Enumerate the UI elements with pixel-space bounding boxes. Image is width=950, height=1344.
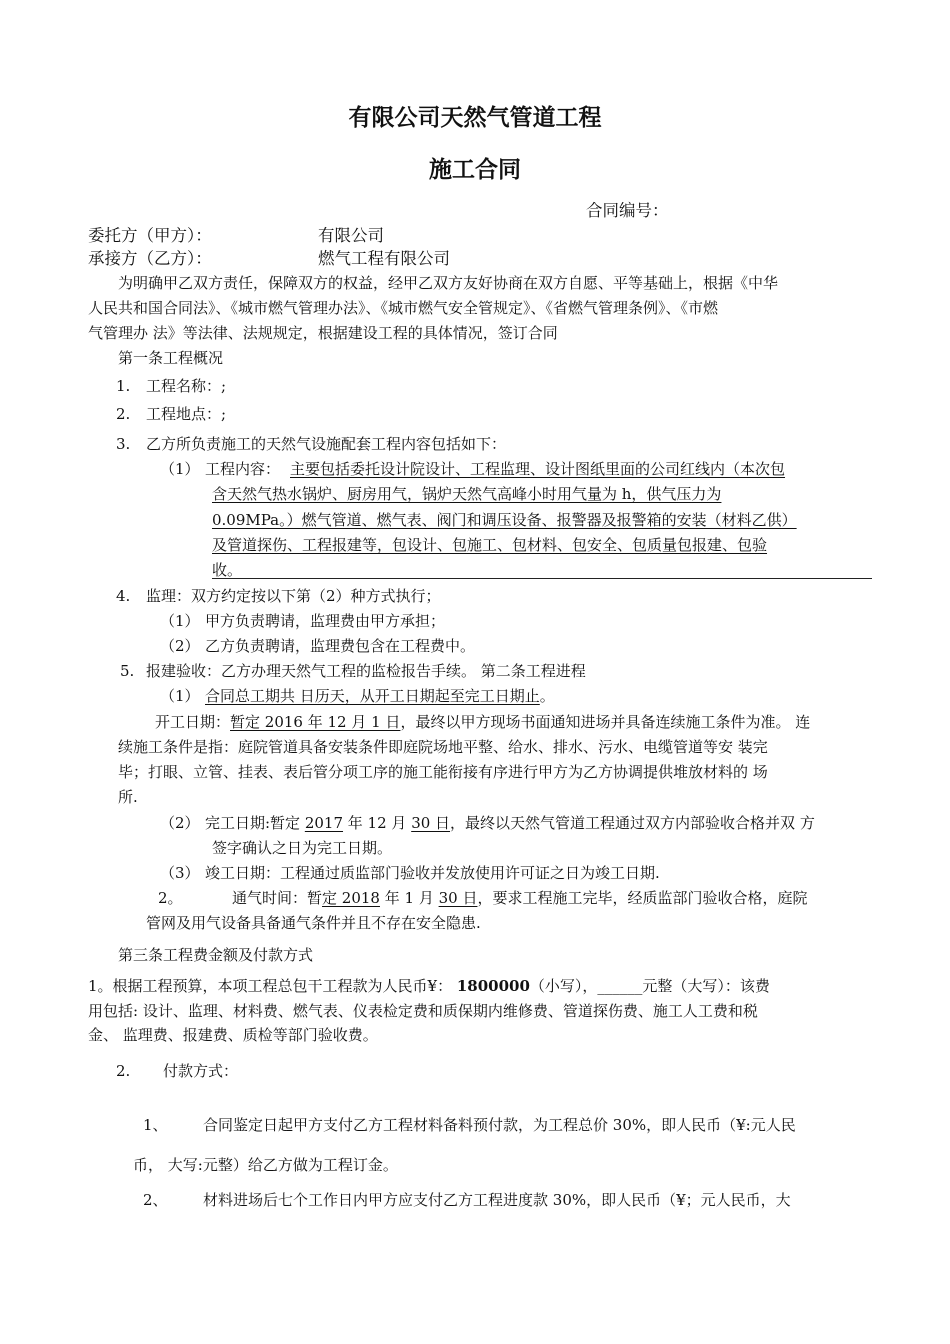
content-line: 及管道探伤、工程报建等，包设计、包施工、包材料、包安全、包质量包报建、包验 bbox=[212, 536, 768, 554]
start-condition-line: 毕；打眼、立管、挂表、表后管分项工序的施工能衔接有序进行甲方为乙方协调提供堆放材料的 场 bbox=[118, 763, 768, 781]
completion-line-2: 签字确认之日为完工日期。 bbox=[212, 839, 393, 857]
project-name-field: 工程名称：; bbox=[146, 377, 227, 395]
article-1-heading: 第一条工程概况 bbox=[118, 349, 224, 367]
payment-item-text: 材料进场后七个工作日内甲方应支付乙方工程进度款 30%，即人民币（¥；元人民币，大 bbox=[203, 1191, 791, 1209]
total-period-text bbox=[205, 686, 555, 706]
payment-number: 2. bbox=[116, 1062, 131, 1080]
fee-detail-line: 用包括: 设计、监理、材料费、燃气表、仪表检定费和质保期内维修费、管道探伤费、施工人工费和税 bbox=[88, 1002, 758, 1020]
option-number: （1） bbox=[160, 612, 200, 630]
document-subtitle: 施工合同 bbox=[429, 156, 521, 183]
item-number: 3. bbox=[116, 435, 131, 453]
scope-intro: 乙方所负责施工的天然气设施配套工程内容包括如下： bbox=[146, 435, 507, 453]
gas-line-2: 管网及用气设备具备通气条件并且不存在安全隐患. bbox=[146, 914, 481, 932]
underline-rule bbox=[212, 578, 872, 579]
start-date-value: 暂定 2016 年 12 月 1 日 bbox=[230, 713, 401, 731]
payment-item-text: 币， 大写:元整）给乙方做为工程订金。 bbox=[133, 1156, 398, 1174]
total-period-underlined: 合同总工期共 日历天，从开工日期起至完工日期止 bbox=[205, 687, 540, 705]
article-3-heading: 第三条工程费金额及付款方式 bbox=[118, 946, 314, 964]
completion-date-line bbox=[205, 813, 815, 833]
item-number: 4. bbox=[116, 587, 131, 605]
start-date-label: 开工日期： bbox=[155, 713, 231, 731]
content-line: 收。 bbox=[212, 561, 243, 579]
party-a-label: 委托方（甲方）： bbox=[88, 226, 212, 245]
preamble-line: 气管理办 法》等法律、法规规定，根据建设工程的具体情况，签订合同 bbox=[88, 324, 558, 342]
completion-text-a: 完工日期:暂定 bbox=[205, 814, 305, 832]
payment-item-number: 2、 bbox=[143, 1191, 168, 1209]
party-a-name: 有限公司 bbox=[318, 226, 384, 245]
content-line: 0.09MPa。）燃气管道、燃气表、阀门和调压设备、报警器及报警箱的安装（材料乙供） bbox=[212, 511, 797, 529]
content-number: （1） bbox=[160, 460, 200, 478]
fee-detail-line: 金、 监理费、报建费、质检等部门验收费。 bbox=[88, 1026, 378, 1044]
gas-number: 2。 bbox=[158, 889, 183, 907]
gas-text-c: ，要求工程施工完毕，经质监部门验收合格，庭院 bbox=[477, 889, 808, 907]
acceptance-number: （3） bbox=[160, 864, 200, 882]
completion-number: （2） bbox=[160, 814, 200, 832]
supervision-text: 监理：双方约定按以下第（2）种方式执行； bbox=[146, 587, 441, 605]
supervision-option: 甲方负责聘请，监理费由甲方承担； bbox=[205, 612, 446, 630]
start-date-rest: ，最终以甲方现场书面通知进场并具备连续施工条件为准。 连 bbox=[400, 713, 811, 731]
item-number: 1. bbox=[116, 377, 131, 395]
fee-line bbox=[88, 976, 770, 996]
option-number: （2） bbox=[160, 637, 200, 655]
supervision-option: 乙方负责聘请，监理费包含在工程费中。 bbox=[205, 637, 476, 655]
contract-number-label: 合同编号： bbox=[586, 201, 669, 220]
gas-text-a: 通气时间：暂 bbox=[232, 889, 323, 907]
total-period-end: 。 bbox=[539, 687, 555, 705]
start-condition-line: 所. bbox=[118, 788, 138, 806]
gas-date-line bbox=[232, 888, 807, 908]
project-location-field: 工程地点：; bbox=[146, 405, 227, 423]
completion-text-b: 年 12 月 bbox=[343, 814, 412, 832]
completion-text-c: ，最终以天然气管道工程通过双方内部验收合格并双 方 bbox=[450, 814, 815, 832]
preamble-line: 为明确甲乙双方责任，保障双方的权益，经甲乙双方友好协商在双方自愿、平等基础上，根据《中华 bbox=[118, 274, 779, 292]
start-date-line bbox=[155, 712, 810, 732]
content-line: 含天然气热水锅炉、厨房用气，锅炉天然气高峰小时用气量为 h，供气压力为 bbox=[212, 485, 722, 503]
completion-year: 2017 bbox=[304, 814, 344, 832]
start-condition-line: 续施工条件是指：庭院管道具备安装条件即庭院场地平整、给水、排水、污水、电缆管道等安 装完 bbox=[118, 738, 768, 756]
party-b-label: 承接方（乙方）： bbox=[88, 249, 212, 268]
fee-amount: 1800000 bbox=[456, 977, 530, 995]
payment-item-text: 合同鉴定日起甲方支付乙方工程材料备料预付款，为工程总价 30%，即人民币（¥:元人民 bbox=[203, 1116, 796, 1134]
item-number: 2. bbox=[116, 405, 131, 423]
gas-year: 定 2018 bbox=[322, 889, 380, 907]
party-b-name: 燃气工程有限公司 bbox=[318, 249, 450, 268]
period-number: （1） bbox=[160, 687, 200, 705]
payment-label: 付款方式： bbox=[163, 1062, 239, 1080]
item-number: 5. bbox=[120, 662, 135, 680]
document-title: 有限公司天然气管道工程 bbox=[348, 104, 602, 131]
fee-text-a: 1。根据工程预算，本项工程总包干工程款为人民币¥： bbox=[88, 977, 457, 995]
fee-text-b: （小写），______元整（大写）：该费 bbox=[529, 977, 770, 995]
gas-text-b: 年 1 月 bbox=[379, 889, 439, 907]
content-line: 主要包括委托设计院设计、工程监理、设计图纸里面的公司红线内（本次包 bbox=[290, 460, 786, 478]
acceptance-date-text: 竣工日期：工程通过质监部门验收并发放使用许可证之日为竣工日期. bbox=[205, 864, 660, 882]
completion-day: 30 日 bbox=[411, 814, 451, 832]
permit-acceptance-text: 报建验收：乙方办理天然气工程的监检报告手续。 第二条工程进程 bbox=[146, 662, 586, 680]
preamble-line: 人民共和国合同法》、《城市燃气管理办法》、《城市燃气安全管规定》、《省燃气管理条例》、《市燃 bbox=[88, 299, 719, 317]
content-label: 工程内容： bbox=[205, 460, 281, 478]
gas-day: 30 日 bbox=[438, 889, 478, 907]
payment-item-number: 1、 bbox=[143, 1116, 168, 1134]
